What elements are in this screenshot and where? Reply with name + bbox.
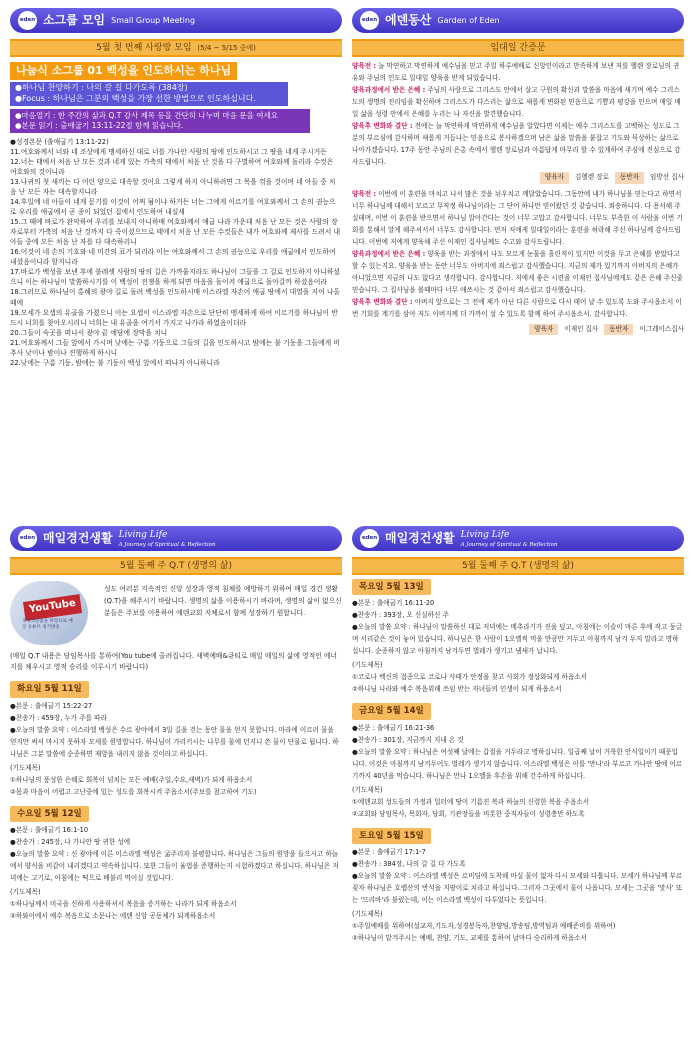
focus-line: ●Focus : 하나님은 그분의 백성을 가장 선한 방법으로 인도하십니다. xyxy=(15,93,256,103)
testimony-paragraph xyxy=(352,248,684,296)
testimony-paragraph xyxy=(352,296,684,320)
prayer-item: ①주일예배를 위하여(설교자,기도자,성경봉독자,찬양팀,방송팀,방역팀과 예배준비를 위하여) xyxy=(352,921,616,930)
living-life-title: 매일경건생활 xyxy=(385,530,455,545)
living-life-header xyxy=(352,526,684,551)
day-hymn: ●찬송가 : 245장, 나 가나안 땅 귀한 성에 xyxy=(10,838,131,847)
day-hymn: ●찬송가 : 301장, 지금까지 지내 온 것 xyxy=(352,735,464,744)
para-text: 전에는 늘 막연하게 막연하게 예수님을 알았다면 이제는 예수 그리스도를 고백하는 성도로 그분의 부르심에 감사하며 새롭게 거듭나는 믿음으로 봉사하겠으며 남은 삶을 말씀을 붙잡고 기도와 묵상하는 삶으로 나아가겠습니다. 17주 동안 주님의 은총 속에서 헬렌 장로님과 아름답게 마무리 할 수 있게하여 주심에 진심으로 감사드립니다. xyxy=(352,122,681,166)
garden-title: 에덴동산 xyxy=(385,12,432,27)
day-summary: ●오늘의 말씀 요약 : 이스라엘 백성은 르비딤에 도착해 마실 물이 없자 다시 모세와 다툽니다. 모세가 하나님께 부르짖자 하나님은 호렙산의 반석을 지팡이로 치라고 하십니다. 그러자 그곳에서 물이 나옵니다. 모세는 그곳을 '맛사' 또는 '므리바'라 불렀는데, 이는 이스라엘 백성이 다투었다는 뜻입니다. xyxy=(352,871,683,904)
prayer-heading: (기도제목) xyxy=(352,785,383,794)
testimony-1-signature xyxy=(352,172,684,184)
living-life-title: 매일경건생활 xyxy=(43,530,113,545)
small-group-subtitle: Small Group Meeting xyxy=(111,15,196,25)
para-text: 아버지 앞으로는 그 전에 제가 아닌 다른 사람으로 다시 태어 날 수 있도록 도와 주시옵소서 이번 기회를 계기를 삼아 저도 아버지께 더 가까이 설 수 있도록 함께 하여 주시옵소서. 감사합니다. xyxy=(352,297,682,318)
verse: 17.바로가 백성을 보낸 후에 블레셋 사람의 땅의 길은 가까울지라도 하나님이 그들을 그 길로 인도하지 아니하셨으니 이는 하나님이 말씀하시기를 이 백성이 전쟁을 하게 되면 마음을 돌이켜 애굽으로 돌아갈까 하셨음이라 xyxy=(10,268,340,287)
prayer-item: ①하나님께서 미국을 신하게 사용하셔서 복음을 증거하는 나라가 되게 하옵소서 xyxy=(10,900,237,909)
youtube-logo: YouTube xyxy=(23,594,82,620)
prayer-item: ②하와이에서 예수 복음으로 소문나는 에덴 신앙 공동체가 되게하옵소서 xyxy=(10,912,216,921)
testimony-paragraph xyxy=(352,188,684,248)
small-group-section xyxy=(10,8,342,368)
day-passage: ●본문 : 출애굽기 16:21-36 xyxy=(352,723,435,732)
opening-box xyxy=(10,109,310,133)
day-title: 토요일 5월 15일 xyxy=(352,828,431,844)
living-life-en-title: Living Life xyxy=(118,529,168,540)
day-lines xyxy=(10,824,342,922)
small-group-header xyxy=(10,8,342,33)
day-lines xyxy=(352,597,684,695)
qt-intro xyxy=(10,581,342,649)
prayer-heading: (기도제목) xyxy=(10,763,41,772)
day-passage: ●본문 : 출애굽기 15:22-27 xyxy=(10,701,93,710)
day-lines xyxy=(10,700,342,798)
living-life-left xyxy=(10,526,342,922)
prayer-heading: (기도제목) xyxy=(352,909,383,918)
para-label: 양육과정에서 받은 은혜 : xyxy=(352,249,426,258)
qt-intro-text: 성도 여러분 지속적인 신앙 성장과 영적 침체를 예방하기 위하여 매일 경건 생활(Q.T)을 해주시기 바랍니다. 생명의 삶을 이용하시기 바라며, 생명의 삶이 없으신 분들은 주보를 이용하여 에덴교회 지체로서 함께 성장하기 원합니다. xyxy=(104,585,342,618)
garden-header xyxy=(352,8,684,33)
verse: 16.이것이 네 손의 기호와 네 미간의 표가 되리라 이는 여호와께서 그 손의 권능으로 우리를 애굽에서 인도하여 내셨음이니라 할지니라 xyxy=(10,248,336,267)
day-title: 목요일 5월 13일 xyxy=(352,579,431,595)
day-lines xyxy=(352,846,684,944)
qt-day xyxy=(352,703,684,819)
reading-line: ●본문 읽기 : 출애굽기 13:11-22절 함께 읽습니다. xyxy=(15,120,184,130)
day-passage: ●본문 : 출애굽기 16:11-20 xyxy=(352,599,435,608)
verse: 14.후일에 네 아들이 네게 묻기를 이것이 어찌 됨이냐 하거든 너는 그에게 이르기를 여호와께서 그 손의 권능으로 우리를 애굽에서 곧 종이 되었던 집에서 인도하여 내실새 xyxy=(10,198,336,217)
para-text: 이번에 이 훈련을 마치고 나서 많은 것을 뉘우치고 깨달았습니다. 그동안에 내가 하나님을 믿는다고 하면서 너무 하나님께 대해서 모르고 무작정 하나님이라는 그 단어 하나만 믿어왔던 것 같습니다. 죄송하니다. 다 용서해 주실테며, 이번 이 훈련을 받으면서 하나님 알아간다는 것이 너무 고맙고 감사합니다. 너무도 부족한 이 사람을 이번 기회를 통해서 알게 해주셔서서 너무도 감사합니다. 먼저 저에게 일대일이라는 훈련을 허락해 주신 하나님께 감사드립니다. 이번에 저에게 양육해 주신 이재인 집사님께도 수고와 감사드립니다. xyxy=(352,189,683,246)
qt-day xyxy=(10,681,342,797)
scripture-passage xyxy=(10,137,342,368)
qt-day xyxy=(352,828,684,944)
partner-name: 이그레이스집사 xyxy=(639,324,684,333)
para-label: 양육후 변화와 결단 : xyxy=(352,122,413,130)
partner-role: 동반자 xyxy=(615,172,644,184)
prayer-heading: (기도제목) xyxy=(352,661,383,670)
living-life-tagline: A Journey of Spiritual & Reflection xyxy=(460,542,558,548)
para-label: 양육전 : xyxy=(352,62,377,70)
small-group-topic: 나눔식 소그룹 01 백성을 인도하시는 하나님 xyxy=(10,62,237,80)
youtube-image xyxy=(10,581,96,649)
partner-role: 동반자 xyxy=(604,324,633,336)
praise-line: ●하나님 찬양하기 : 나의 갈 길 다가도록 (384장) xyxy=(15,82,188,92)
verse: 22.낮에는 구름 기둥, 밤에는 불 기둥이 백성 앞에서 떠나지 아니하니라 xyxy=(10,358,220,367)
prayer-item: ①하나님의 풍성한 은혜로 회복이 넘치는 모든 예배(주일,수요,새벽)가 되게 하옵소서 xyxy=(10,775,253,784)
mentor-name: 김헬렌 장로 xyxy=(574,173,609,181)
eden-logo: eden xyxy=(360,529,379,548)
day-passage: ●본문 : 출애굽기 16:1-10 xyxy=(10,826,89,835)
living-life-right xyxy=(352,526,684,944)
living-life-header xyxy=(10,526,342,551)
living-life-en-title: Living Life xyxy=(460,529,510,540)
mentor-name: 이재인 집사 xyxy=(564,324,599,333)
verse: 20.그들이 숙곳을 떠나서 광야 끝 에담에 장막을 치니 xyxy=(10,328,168,337)
qt-banner: 5월 둘째 주 Q.T (생명의 삶) xyxy=(352,557,684,575)
day-title: 화요일 5월 11일 xyxy=(10,681,89,697)
qt-day xyxy=(352,579,684,695)
prayer-item: ①코로나 백신의 접종으로 코로나 사태가 안정을 찾고 사회가 정상화되게 하옵소서 xyxy=(352,673,587,682)
para-text: 늘 막연하고 막연하게 예수님을 믿고 주일 하루예배로 신앙인이라고 만족하게 보낸 저를 헬렌 장로님의 권유와 주님의 인도로 일대일 양육을 받게 되었습니다. xyxy=(352,62,680,82)
qt-banner: 5월 둘째 주 Q.T (생명의 삶) xyxy=(10,557,342,575)
living-life-en xyxy=(461,529,558,548)
verse: 18.그러므로 하나님이 홍해의 광야 길로 돌려 백성을 인도하시매 이스라엘 자손이 애굽 땅에서 대열을 지어 나올 때에 xyxy=(10,288,340,307)
day-passage: ●본문 : 출애굽기 17:1-7 xyxy=(352,847,426,856)
testimony-2 xyxy=(352,188,684,320)
mentor-role: 양육자 xyxy=(529,324,558,336)
garden-section xyxy=(352,8,684,339)
day-lines xyxy=(352,722,684,820)
day-summary: ●오늘의 말씀 요약 : 이스라엘 백성은 수르 광야에서 3일 길을 걷는 동안 물을 얻지 못합니다. 마라에 이르러 물을 얻지만 써서 마시지 못하자 모세를 원망합니다. 하나님이 가리키시는 나무를 물에 던지니 쓴 물이 단물로 됩니다. 하나님은 그분 말씀에 순종하면 재앙을 내리지 않을 것이라고 하십니다. xyxy=(10,725,339,758)
day-hymn: ●찬송가 : 384장, 나의 갈 길 다 가도록 xyxy=(352,859,466,868)
qt-day xyxy=(10,806,342,922)
testimony-paragraph xyxy=(352,60,684,84)
day-summary: ●오늘의 말씀 요약 : 신 광야에 이른 이스라엘 백성은 굶주리자 불평합니다. 하나님은 그들의 원망을 들으시고 하늘에서 양식을 비같이 내리겠다고 약속하십니다. 또한 그들이 율법을 준행하는지 시험하겠다고 하십니다. 하나님은 저녁에는 고기로, 아침에는 떡으로 배불리 먹이실 것입니다. xyxy=(10,850,339,883)
para-label: 양육과정에서 받은 은혜 : xyxy=(352,86,426,94)
small-group-title: 소그룹 모임 xyxy=(43,12,106,27)
para-text: 주님의 사랑으로 그리스도 안에서 살고 구원의 확신과 말씀을 마음에 새기며 예수 그리스도의 생명의 진리임을 확신하며 그리스도가 다스리는 삶으로 새롭게 변화된 믿음으로 기쁨과 평강을 인으며 매일 매일 삶을 성령 안에서 은혜를 누리는 나 자신을 발견했습니다. xyxy=(352,86,681,118)
para-label: 양육전 : xyxy=(352,189,377,198)
testimony-paragraph xyxy=(352,84,684,120)
praise-focus-box xyxy=(10,82,288,106)
open-heart-line: ●마음열기 : 한 주간의 삶과 Q.T 감사 제목 등을 간단히 나누며 마음 문을 여세요 xyxy=(15,110,279,120)
day-hymn: ●찬송가 : 393장, 오 신실하신 주 xyxy=(352,611,449,620)
para-text: 양육을 받는 과정에서 나도 모르게 눈물을 흘린적이 있지만 이것을 두고 은혜를 받았다고 할 수 있는지요. 양육을 받는 동안 너무도 아버지에 죄스럽고 감사했습니다. 지금의 제가 있기까지 아버지의 은혜가 아니었으면 지금의 나도 없다고 생각합니다. 감사합니다. 저에게 좋은 시련을 이재인 집사님에게도 같은 은혜 주신줄 믿습니다. 그 집사님을 볼때마다 너무 애쓰시는 것 같아서 죄스럽고 감사했습니다. xyxy=(352,249,683,294)
prayer-item: ②교회와 담임목사, 목회자, 당회, 기관장들을 비롯한 중직자들이 성령충만 하도록 xyxy=(352,809,585,818)
living-life-tagline: A Journey of Spiritual & Reflection xyxy=(118,542,216,548)
garden-banner: 임대일 간증문 xyxy=(352,39,684,57)
prayer-item: ②하나님 나라와 예수 복음위해 쓰임 받는 자녀들의 인생이 되게 하옵소서 xyxy=(352,685,562,694)
banner-dates: (5/4 ~ 5/15 중에) xyxy=(197,44,256,52)
passage-heading: ●성경본문 (출애굽기 13:11-22) xyxy=(10,137,109,146)
living-life-en xyxy=(119,529,216,548)
verse: 15.그 때에 바로가 완악하여 우리를 보내지 아니하매 여호와께서 애굽 나라 가운데 처음 난 모든 것은 사람의 장자로부터 가축의 처음 난 것까지 다 죽이셨으므로 태에서 처음 난 모든 수컷들은 내가 여호와께 제사를 드려서 내 아들 중에 모든 처음 난 자를 다 대속하리니 xyxy=(10,218,341,247)
prayer-item: ②몸과 마음이 어렵고 고난중에 있는 성도를 회복시켜 주옵소서(주보를 참고하여 기도) xyxy=(10,787,257,796)
prayer-heading: (기도제목) xyxy=(10,888,41,897)
day-hymn: ●찬송가 : 459장, 누가 주를 따라 xyxy=(10,713,107,722)
eden-logo: eden xyxy=(360,11,379,30)
small-group-banner xyxy=(10,39,342,57)
testimony-paragraph xyxy=(352,120,684,168)
verse: 21.여호와께서 그들 앞에서 가시며 낮에는 구름 기둥으로 그들의 길을 인도하시고 밤에는 불 기둥을 그들에게 비추사 낮이나 밤이나 진행하게 하시니 xyxy=(10,338,340,357)
banner-text: 5월 첫 번째 사랑방 모임 xyxy=(96,43,192,53)
verse: 12.너는 태에서 처음 난 모든 것과 네게 있는 가축의 태에서 처음 난 것을 다 구별하여 여호와께 돌리라 수컷은 여호와의 것이니라 xyxy=(10,157,334,176)
verse: 13.나귀의 첫 새끼는 다 어린 양으로 대속할 것이요 그렇게 하지 아니하려면 그 목을 꺾을 것이며 네 아들 중 처음 난 모든 자는 대속할지니라 xyxy=(10,177,336,197)
mentor-role: 양육자 xyxy=(540,172,569,184)
prayer-item: ②하나님이 맡겨주시는 예배, 찬양, 기도, 교제를 통하여 날마다 승리하게 하옵소서 xyxy=(352,933,587,942)
partner-name: 임방선 집사 xyxy=(650,173,684,181)
verse: 19.모세가 요셉의 유골을 가졌으니 이는 요셉이 이스라엘 자손으로 단단히 맹세하게 하여 이르기를 하나님이 반드시 너희를 찾아오시리니 너희는 내 유골을 여기서 가지고 나가라 하였음이더라 xyxy=(10,308,338,327)
verse: 11.여호와께서 너와 네 조상에게 맹세하신 대로 너를 가나안 사람의 땅에 인도하시고 그 땅을 네게 주시거든 xyxy=(10,147,327,156)
day-summary: ●오늘의 말씀 요약 : 하나님은 여섯째 날에는 갑절을 거두라고 명하십니다. 일곱째 날이 거룩한 안식일이기 때문입니다. 이것은 아침까지 남겨두어도 벌레가 생기지 않습니다. 이스라엘 백성은 이를 '만나'라 부르고 가나안 땅에 이르기까지 40년을 먹습니다. 하나님은 만나 1오멜을 후손을 위해 간수하게 하십니다. xyxy=(352,747,683,780)
day-title: 금요일 5월 14일 xyxy=(352,703,431,719)
garden-subtitle: Garden of Eden xyxy=(437,15,500,25)
para-label: 양육후 변화와 결단 : xyxy=(352,297,413,306)
eden-logo: eden xyxy=(18,11,37,30)
day-summary: ●오늘의 말씀 요약 : 하나님이 말씀하신 대로 저녁에는 메추라기가 진을 덮고, 아침에는 이슬이 마른 후에 작고 둥글며 서리같은 것이 놓여 있습니다. 하나님은 한 사람이 1오멜씩 먹을 만큼만 거두고 아침까지 남겨 두지 말라고 명하십니다. 순종하지 않고 아침까지 남겨두면 벌레가 생기고 냄새가 납니다. xyxy=(352,623,683,656)
testimony-1 xyxy=(352,60,684,168)
prayer-item: ①에덴교회 성도들의 가정과 일터에 땅이 기름진 복과 하늘의 신령한 복을 주옵소서 xyxy=(352,797,590,806)
testimony-2-signature xyxy=(352,324,684,336)
eden-logo: eden xyxy=(18,529,37,548)
day-title: 수요일 5월 12일 xyxy=(10,806,89,822)
qt-note: (매일 Q.T 내용은 담임목사를 통하여(You tube에 올려집니다. 새벽예배&큐티로 매일 매일의 삶에 영적인 에너지를 채우시고 영적 승리를 이루시기 바랍니다) xyxy=(10,652,338,672)
youtube-caption: 생명의말씀을 바탕으로 매일 유튜브 정기방송 xyxy=(22,619,73,630)
